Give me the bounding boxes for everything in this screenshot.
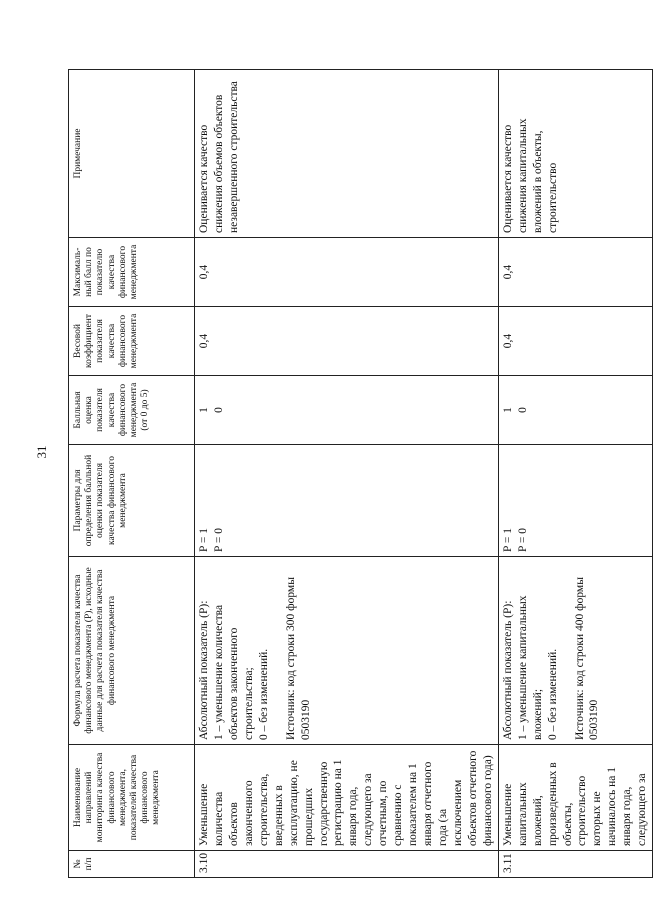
score-value: 1 [501, 407, 514, 413]
score-value: 1 [198, 407, 210, 413]
table-row [195, 70, 499, 878]
param-value: P = 0 [212, 528, 225, 552]
row-max-score: 0,4 [498, 238, 652, 307]
formula-source: Источник: код строки 400 формы 0503190 [573, 577, 601, 740]
score-value: 0 [516, 407, 529, 413]
param-value: P = 1 [501, 528, 514, 552]
header-params: Параметры для определения балльной оценки показателя качества финансового менеджмента [69, 445, 195, 557]
row-scores [498, 376, 652, 445]
row-params [498, 445, 652, 557]
page-number: 31 [34, 445, 49, 459]
score-value: 0 [212, 407, 225, 413]
formula-line: Абсолютный показатель (P): [501, 600, 514, 740]
row-note: Оценивается качество снижения капитальных вложений в объекты, строительство [498, 70, 652, 238]
row-max-score: 0,4 [195, 238, 499, 307]
row-number: 3.11 [498, 851, 652, 878]
row-scores [195, 376, 499, 445]
row-note: Оценивается качество снижения объемов объектов незавершенного строительства [195, 70, 499, 238]
header-weight: Весовой коэффициент показателя качества финансового менеджмента [69, 307, 195, 376]
row-formula [498, 557, 652, 745]
formula-line: 0 – без изменений. [257, 648, 270, 740]
param-value: P = 1 [198, 528, 210, 552]
row-formula [195, 557, 499, 745]
row-name: Уменьшение количества объектов законченного строительства, введенных в эксплуатацию, не прошедших государственную регистрацию на 1 января года, следующего за отчетным, по сравнению с показателем на 1 января отчетного года (за исключением объектов отчетного финансового года) [195, 745, 499, 851]
formula-line: 1 – уменьшение количества объектов законченного строительства; [212, 604, 255, 740]
criteria-table [68, 69, 653, 878]
header-num: № п/п [69, 851, 195, 878]
header-name: Наименование направлений мониторинга качества финансового менеджмента, показателей качества финансового менеджмента [69, 745, 195, 851]
header-row [69, 70, 195, 878]
formula-line: 1 – уменьшение капитальных вложений; [516, 595, 544, 740]
formula-line: Абсолютный показатель (P): [198, 600, 210, 740]
table-row [498, 70, 652, 878]
formula-source: Источник: код строки 300 формы 0503190 [284, 577, 312, 740]
header-note: Примечание [69, 70, 195, 238]
header-score: Балльная оценка показателя качества финансового менеджмента (от 0 до 5) [69, 376, 195, 445]
rotated-table-container [68, 70, 649, 878]
formula-line: 0 – без изменений. [546, 648, 559, 740]
row-number: 3.10 [195, 851, 499, 878]
header-formula: Формула расчета показателя качества финансового менеджмента (P), исходные данные для расчета показателя качества финансового менеджмента [69, 557, 195, 745]
row-name: Уменьшение капитальных вложений, произведенных в объекты, строительство которых не начиналось на 1 января года, следующего за [498, 745, 652, 851]
row-weight: 0,4 [195, 307, 499, 376]
row-weight: 0,4 [498, 307, 652, 376]
row-params [195, 445, 499, 557]
param-value: P = 0 [516, 528, 529, 552]
header-max-score: Максималь-ный балл по показателю качества финансового менеджмента [69, 238, 195, 307]
